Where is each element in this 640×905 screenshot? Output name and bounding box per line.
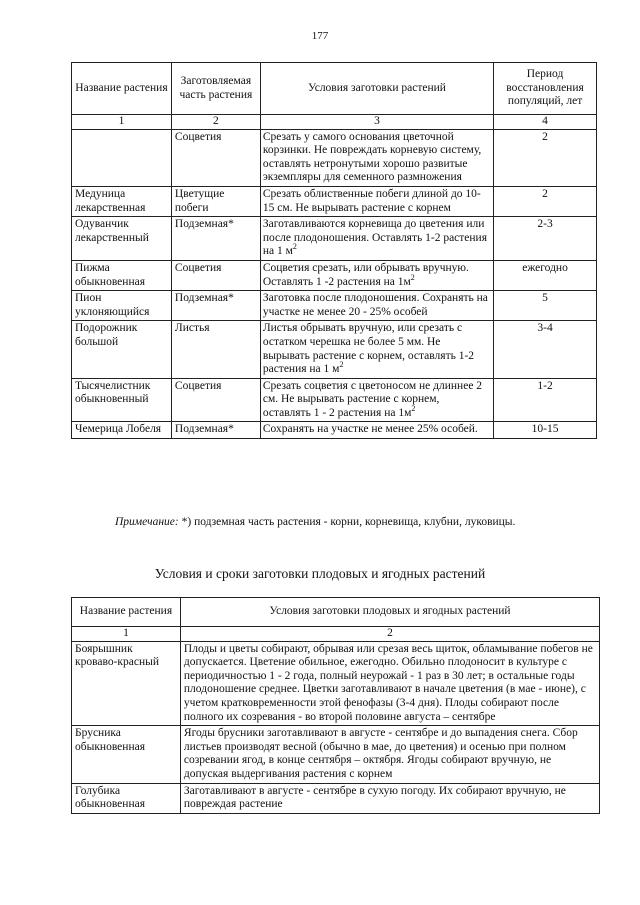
recovery-period: 2-3 (494, 217, 597, 261)
footnote (115, 516, 515, 528)
recovery-period: 3-4 (494, 321, 597, 378)
table-row (72, 260, 597, 290)
superscript: 2 (411, 404, 416, 414)
table-row (72, 726, 600, 783)
column-number: 1 (72, 627, 181, 642)
table-row (72, 129, 597, 186)
header-cell: Период восстановления популяций, лет (494, 63, 597, 115)
table-header-row (72, 63, 597, 115)
harvest-conditions: Срезать соцветия с цветоносом не длиннее 2 см. Не вырывать растение с корнем, оставлять 1 - 2 растения на 1м (262, 379, 483, 419)
header-cell: Условия заготовки плодовых и ягодных растений (180, 598, 599, 627)
harvest-conditions: Заготавливают в августе - сентябре в сухую погоду. Их собирают вручную, не повреждая растение (180, 783, 599, 813)
column-number: 4 (494, 115, 597, 130)
table-header-row (72, 598, 600, 627)
recovery-period: 1-2 (494, 378, 597, 422)
table-row (72, 321, 597, 378)
plant-name: Одуванчик лекарственный (72, 217, 172, 261)
column-number: 2 (180, 627, 599, 642)
superscript: 2 (339, 360, 344, 370)
superscript: 2 (292, 242, 297, 252)
plant-name: Тысячелистник обыкновенный (72, 378, 172, 422)
plant-part: Соцветия (171, 260, 260, 290)
plant-part: Подземная* (171, 291, 260, 321)
plant-name: Подорожник большой (72, 321, 172, 378)
plant-name: Пижма обыкновенная (72, 260, 172, 290)
harvest-conditions: Заготовка после плодоношения. Сохранять на участке не менее 20 - 25% особей (260, 291, 493, 321)
recovery-period: 2 (494, 186, 597, 216)
table-row (72, 422, 597, 439)
plant-name: Боярышник кроваво-красный (72, 641, 181, 726)
column-number: 3 (260, 115, 493, 130)
table-fruits-berries (71, 597, 600, 814)
table-row (72, 186, 597, 216)
plant-part: Подземная* (171, 422, 260, 439)
footnote-label: Примечание: (115, 516, 179, 528)
column-number-row (72, 627, 600, 642)
table-row (72, 378, 597, 422)
footnote-text: *) подземная часть растения - корни, корневища, клубни, луковицы. (181, 516, 516, 528)
plant-name (72, 129, 172, 186)
table-row (72, 783, 600, 813)
plant-name: Голубика обыкновенная (72, 783, 181, 813)
harvest-conditions: Соцветия срезать, или обрывать вручную. Оставлять 1 -2 растения на 1м (262, 261, 469, 288)
plant-part: Цветущие побеги (171, 186, 260, 216)
plant-name: Брусника обыкновенная (72, 726, 181, 783)
harvest-conditions: Ягоды брусники заготавливают в августе - сентябре и до выпадения снега. Сбор листьев производят весной (обычно в мае, до цветения) и осенью при полном созревании ягод, в конце сентября – октября. Ягоды собирают вручную, не допуская выдергивания растения с корнем (180, 726, 599, 783)
harvest-conditions-cell (260, 260, 493, 290)
plant-part: Листья (171, 321, 260, 378)
superscript: 2 (410, 272, 415, 282)
harvest-conditions: Сохранять на участке не менее 25% особей. (260, 422, 493, 439)
recovery-period: 2 (494, 129, 597, 186)
page-number: 177 (311, 30, 329, 42)
header-cell: Название растения (72, 598, 181, 627)
plant-part: Соцветия (171, 129, 260, 186)
table-row (72, 217, 597, 261)
harvest-conditions-cell (260, 217, 493, 261)
plant-name: Медуница лекарственная (72, 186, 172, 216)
harvest-conditions: Срезать облиственные побеги длиной до 10-15 см. Не вырывать растение с корнем (260, 186, 493, 216)
recovery-period: 5 (494, 291, 597, 321)
harvest-conditions-cell (260, 378, 493, 422)
recovery-period: ежегодно (494, 260, 597, 290)
table-row (72, 291, 597, 321)
plant-part: Подземная* (171, 217, 260, 261)
column-number-row (72, 115, 597, 130)
header-cell: Условия заготовки растений (260, 63, 493, 115)
harvest-conditions: Срезать у самого основания цветочной корзинки. Не повреждать корневую систему, оставлять нетронутыми хорошо развитые экземпляры для семенного размножения (260, 129, 493, 186)
plant-name: Пион уклоняющийся (72, 291, 172, 321)
table-row (72, 641, 600, 726)
column-number: 2 (171, 115, 260, 130)
plant-part: Соцветия (171, 378, 260, 422)
harvest-conditions: Заготавливаются корневища до цветения или после плодоношения. Оставлять 1-2 растения на 1 м (262, 218, 488, 258)
harvest-conditions: Плоды и цветы собирают, обрывая или срезая весь щиток, обламывание побегов не допускается. Цветение обильное, ежегодно. Обильно плодоносит в культуре с периодичностью 1 - 2 года, полный неурожай - 1 раз в 30 лет; в остальные годы плодоношение среднее. Цветки заготавливают в начале цветения (в мае - июне), с учетом кратковременности этой фенофазы (3-4 дня). Плоды собирают после полного их созревания - во второй половине августа – сентябре (180, 641, 599, 726)
recovery-period: 10-15 (494, 422, 597, 439)
header-cell: Название растения (72, 63, 172, 115)
harvest-conditions: Листья обрывать вручную, или срезать с остатком черешка не более 5 мм. Не вырывать растение с корнем, оставлять 1-2 растения на 1 м (262, 322, 475, 376)
harvest-conditions-cell (260, 321, 493, 378)
column-number: 1 (72, 115, 172, 130)
header-cell: Заготовляемая часть растения (171, 63, 260, 115)
plant-name: Чемерица Лобеля (72, 422, 172, 439)
table-herbs (71, 62, 597, 439)
section-title: Условия и сроки заготовки плодовых и ягодных растений (154, 566, 486, 581)
